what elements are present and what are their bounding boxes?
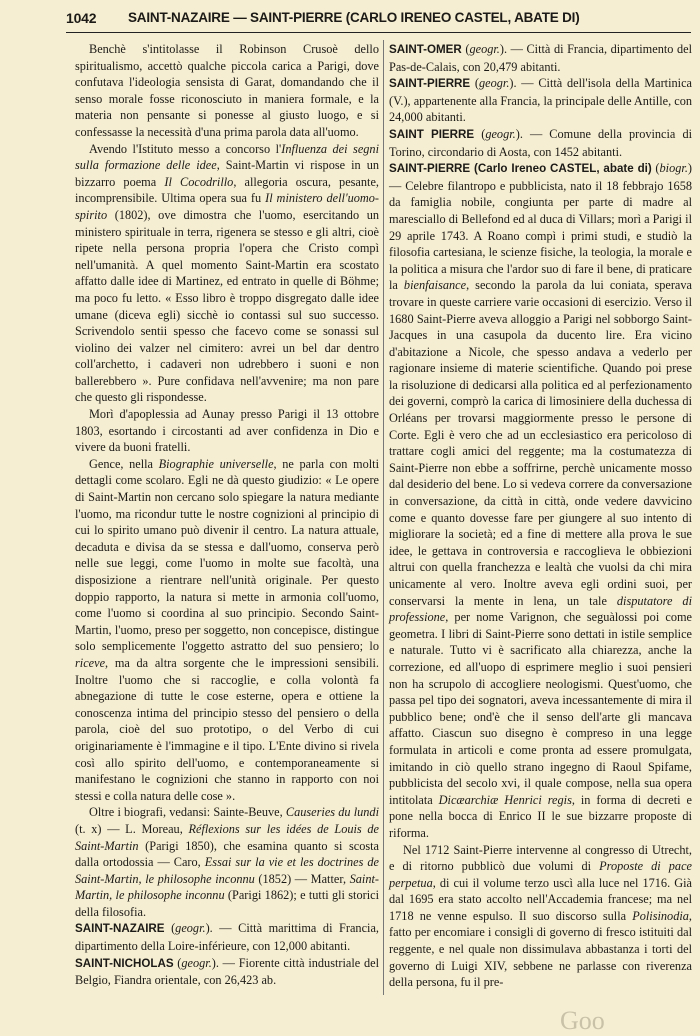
running-title: SAINT-NAZAIRE — SAINT-PIERRE (CARLO IRENEO CASTEL, ABATE DI) (128, 10, 580, 25)
paragraph: Gence, nella Biographie universelle, ne parla con molti dettagli come scolaro. Egli ne dà questo giudizio: « Le opere di Saint-Martin non cercano solo spiegare la natura mediante l'uomo, ma ricondur tutte le nostre cognizioni al principio di cui lo spirito umano può divenir il centro. La natura attuale, decaduta e divisa da se stessa e dall'uomo, conserva però nelle sue leggi, come l'uomo in molte sue facoltà, una disposizione a rientrare nell'unità originale. Per questo doppio rapporto, la natura si mette in armonia coll'uomo, come l'uomo si coordina al suo principio. Secondo Saint-Martin, l'uomo, preso per soggetto, non concepisce, distingue solo semplicemente l'oggetto astratto del suo pensiero; lo riceve, ma da altra sorgente che le impressioni sensibili. Inoltre l'uomo che si raccoglie, e colla volontà fa abnegazione di tutte le cose esterne, opera e ottiene la conoscenza intima del principio stesso del pensiero o della parola, cioè del suo prototipo, o del Verbo di cui originariamente è l'immagine e il tipo. L'Ente divino si rivela così allo spirito dell'uomo, e contemporaneamente si manifestano le cognizioni che stanno in rapporto con noi stessi e colla natura delle cose ». (75, 456, 379, 803)
paragraph: Benchè s'intitolasse il Robinson Crusoè dello spiritualismo, accettò qualche piccola carica a Parigi, dove confutava l'ideologia sensista di Garat, domandando che il senso morale fosse riconosciuto in maniera formale, e la materia non pensante si ponesse al giusto luogo, e si confessasse la necessità d'una prima parola data all'uomo. (75, 42, 379, 139)
headword: SAINT-PIERRE (389, 77, 471, 91)
entry-saint-omer: SAINT-OMER (geogr.). — Città di Francia, dipartimento del Pas-de-Calais, con 20,479 abitanti. (389, 42, 693, 74)
entry-saint-pierre-martinica: SAINT-PIERRE (geogr.). — Città dell'isola della Martinica (V.), appartenente alla Francia, la principale delle Antille, con 24,000 abitanti. (389, 76, 693, 125)
paragraph: Nel 1712 Saint-Pierre intervenne al congresso di Utrecht, e di ritorno pubblicò due volumi di Proposte di pace perpetua, di cui il volume terzo uscì alla luce nel 1716. Già dal 1695 era stato accolto nell'Accademia francese; ma nel 1718 ne venne espulso. Il suo discorso sulla Polisinodia, fatto per encomiare i consigli di governo di fresco istituiti dal reggente, e nel quale non dissimulava abbastanza i torti del governo di Luigi XIV, sebbene ne parlasse con riverenza della persona, fu il pre- (389, 842, 692, 990)
paragraph: Avendo l'Istituto messo a concorso l'Influenza dei segni sulla formazione delle idee, Saint-Martin vi rispose in un bizzarro poema Il Cocodrillo, allegoria oscura, pesante, incomprensibile. Ultima opera sua fu Il ministero dell'uomo-spirito (1802), ove dimostra che l'uomo, esercitando un ministero spirituale in terra, rigenera se stesso e gli altri, cioè ripete nella persona propria l'opera che Cristo compì nell'umanità. A quel momento Saint-Martin era scostato affatto dalle idee di Martinez, ed entrato in quelle di Böhme; ma poco fu letto. « Esso libro è troppo disgregato dalle idee umane (diceva egli) sicchè io contassi sul suo successo. Scrivendolo sentii spesso che facevo come se sonassi sul violino dei valzer nel cimitero: avrei un bel dar dentro coll'archetto, i cadaveri non udrebbero i suoni e non ballerebbero ». Pure confidava nell'avvenire; ma non pare che questo gli rispondesse. (75, 141, 379, 405)
headword: SAINT-NICHOLAS (75, 956, 174, 970)
page-header (66, 10, 686, 34)
paragraph: Oltre i biografi, vedansi: Sainte-Beuve, Causeries du lundi (t. x) — L. Moreau, Réflexions sur les idées de Louis de Saint-Martin (Parigi 1850), che esamina quanto si scosta dalla ortodossia — Caro, Essai sur la vie et les doctrines de Saint-Martin, le philosophe inconnu (1852) — Matter, Saint-Martin, le philosophe inconnu (Parigi 1862); e tutti gli storici della filosofia. (75, 805, 380, 919)
column-divider (383, 40, 384, 995)
entry-saint-nicholas: SAINT-NICHOLAS (geogr.). — Fiorente città industriale del Belgio, Fiandra orientale, con 26,423 ab. (75, 955, 379, 988)
header-rule (66, 32, 691, 33)
page-number: 1042 (66, 10, 97, 26)
entry-saint-nazaire: SAINT-NAZAIRE (geogr.). — Città marittima di Francia, dipartimento della Loire-inférieure, con 12,000 abitanti. (75, 921, 379, 954)
headword: SAINT PIERRE (389, 127, 475, 141)
headword: SAINT-OMER (389, 43, 462, 56)
watermark: Goo (560, 1006, 605, 1035)
right-column (389, 41, 692, 991)
headword: SAINT-NAZAIRE (75, 922, 165, 936)
headword: SAINT-PIERRE (Carlo Ireneo CASTEL, abate di) (389, 162, 652, 176)
left-column (75, 41, 379, 989)
paragraph: Morì d'apoplessia ad Aunay presso Parigi il 13 ottobre 1803, esortando i circostanti ad aver confidenza in Dio e vivere da buoni fratelli. (75, 407, 379, 455)
entry-saint-pierre-aosta: SAINT PIERRE (geogr.). — Comune della provincia di Torino, circondario di Aosta, con 1452 abitanti. (389, 126, 693, 159)
entry-saint-pierre-castel: SAINT-PIERRE (Carlo Ireneo CASTEL, abate di) (biogr.) — Celebre filantropo e pubblicista, nato il 18 febbrajo 1658 da famiglia nobile, congiunta per parte di madre al maresciallo di Bellefond ed al duca di Villars; morì a Parigi il 29 aprile 1743. A Roano compì i primi studi, e studiò la filosofia cartesiana, le scienze fisiche, la teologia, la morale e la politica a misura che l'ardor suo di fare il bene, di praticare la bienfaisance, secondo la parola da lui coniata, sperava trovare in queste carriere varie occasioni di esercizio. Verso il 1680 Saint-Pierre aveva alloggio a Parigi nel sobborgo Saint-Jacques in una casupola da ducento lire. Era vicino d'abitazione a Nicole, che spesso andava a vederlo per ragionare insieme di materie scientifiche. Quando poi prese la risoluzione di dedicarsi alla politica ed al perfezionamento dei governi, comprò la carica di limosiniere della duchessa di Orléans per trovarsi maggiormente presso le persone di Corte. Egli è vero che ad un ecclesiastico era pericoloso di trattare cogli amici del reggente; ma la costumatezza di Saint-Pierre non ebbe a soffrirne, perchè unicamente mosso dal desiderio del bene. Lo si vedeva correre da conversazione in conversazione, da città in città, onde vedere davvicino come e quanto dovesse fare per giungere al suo intento di migliorare la società; ed a fine di mettere alla prova le sue idee, le gettava in controversia e raccoglieva le obbiezioni altrui con quella franchezza e lealtà che vuolsi da chi mira unicamente al vero. Inoltre aveva egli ordini suoi, per conservarsi la mente in lena, un tale disputatore di professione, per nome Varignon, che seguàlossi poi come geometra. I libri di Saint-Pierre sono dettati in istile semplice e naturale. Tutto vi è sacrificato alla chiarezza, anche la correzione, ed all'uopo di esprimere meglio i suoi pensieri non ha scrupolo di accogliere neologismi. Quest'uomo, che passa pel tipo dei sognatori, aveva incessantemente di mira il pubblico bene; ond'è che il senso dell'arte gli mancava affatto. Ciascun suo disegno è compreso in una legge formulata in articoli e come pronta ad essere promulgata, imitando in ciò quello strano ingegno di Raoul Spifame, pubblicista del secolo xvi, il quale compose, nella sua opera intitolata Dicæarchiæ Henrici regis, in forma di decreti e pone nella bocca di Enrico II le sue bizzarre proposte di riforma. (389, 161, 692, 840)
